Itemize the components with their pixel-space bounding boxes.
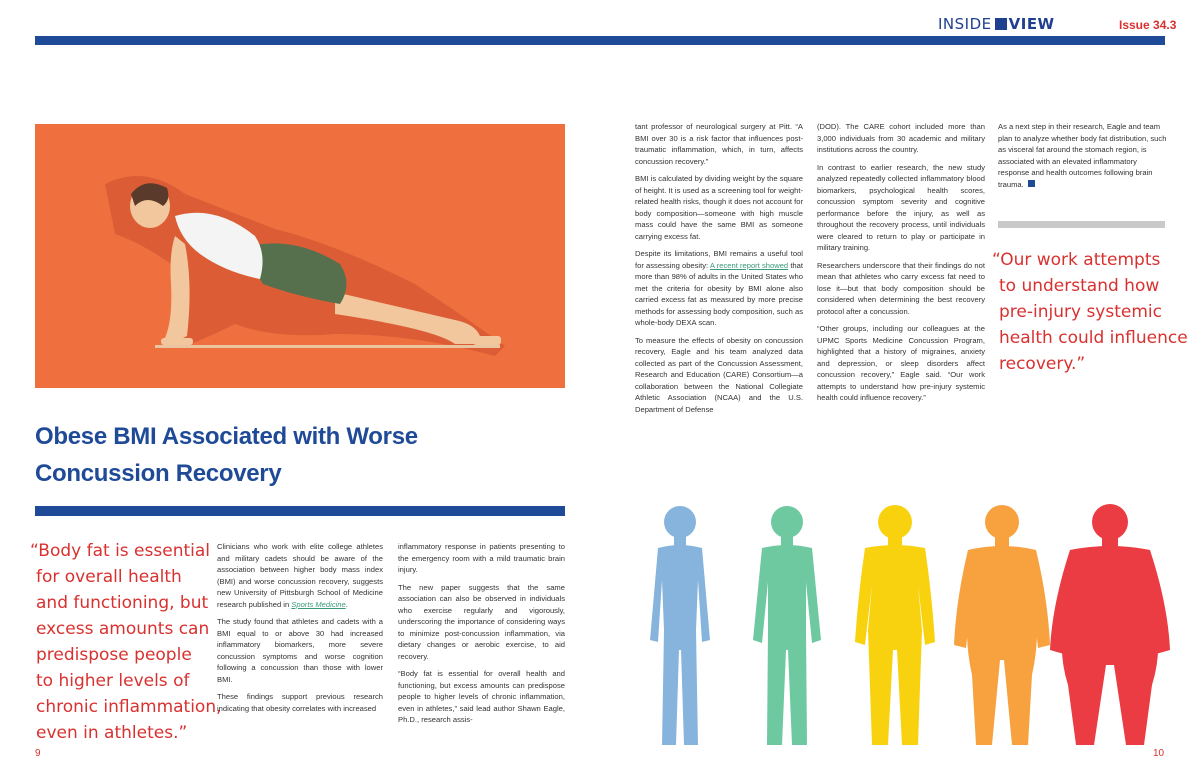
body-paragraph: Researchers underscore that their findings do not mean that athletes who carry excess fat need to lose it—but that body composition should be considered when determining the best recovery protocol after a concussion. — [817, 260, 985, 316]
headline-line-2: Concussion Recovery — [35, 460, 282, 487]
body-paragraph: The new paper suggests that the same association can also be observed in individuals who exercise regularly and vigorously, underscoring the importance of considering ways to minimize post-concussion inflammation, via dietary changes or aerobic exercise, to aid recovery. — [398, 582, 565, 661]
body-column-4 — [817, 121, 985, 410]
body-paragraph: These findings support previous research indicating that obesity correlates with increased — [217, 692, 383, 713]
body-paragraph: tant professor of neurological surgery at Pitt. “A BMI over 30 is a risk factor that influences post-traumatic inflammation, which, in turn, affects concussion recovery.” — [635, 122, 803, 166]
pull-quote-line: to higher levels of — [36, 671, 190, 691]
article-headline — [35, 418, 555, 492]
body-paragraph — [635, 248, 803, 329]
pushup-figure-icon — [35, 124, 565, 388]
body-silhouette-icon-2 — [753, 506, 821, 745]
quote-divider-bar — [998, 221, 1165, 228]
body-text: Despite its limitations, BMI remains a useful tool for assessing obesity: — [635, 249, 803, 270]
pull-quote-line: chronic inflammation, — [36, 697, 222, 717]
body-silhouettes-illustration — [640, 500, 1185, 750]
masthead-square-icon — [995, 18, 1007, 30]
body-silhouette-icon-4 — [954, 505, 1050, 745]
body-paragraph: “Body fat is essential for overall health and functioning, but excess amounts can predispose people to higher levels of chronic inflammation, even in athletes,” said lead author Shawn Eagle, Ph.D., research assis- — [398, 669, 565, 724]
pushup-illustration — [35, 124, 565, 388]
masthead-logo — [938, 15, 1055, 33]
body-paragraph — [998, 121, 1170, 190]
body-silhouette-icon-3 — [855, 505, 935, 745]
body-paragraph: BMI is calculated by dividing weight by the square of height. It is used as a screening tool for weight-related health risks, though it does not account for body composition—someone with high muscle mass could have the same BMI as someone carrying excess fat. — [635, 174, 804, 241]
body-column-2 — [398, 541, 565, 732]
pull-quote-line: recovery.” — [999, 354, 1086, 374]
body-silhouette-icon-5 — [1050, 504, 1170, 745]
body-text: . — [345, 599, 348, 609]
page-number-right: 10 — [1153, 748, 1165, 759]
pull-quote-line: to understand how — [999, 276, 1160, 296]
headline-divider-bar — [35, 506, 565, 516]
pull-quote-line: for overall health — [36, 567, 182, 587]
body-paragraph: inflammatory response in patients presenting to the emergency room with a mild traumatic brain injury. — [398, 542, 565, 574]
issue-number: Issue 34.3 — [1119, 18, 1177, 32]
pull-quote-line: and functioning, but — [36, 593, 209, 613]
headline-line-1: Obese BMI Associated with Worse — [35, 423, 418, 450]
pull-quote-line: excess amounts can — [36, 619, 210, 639]
pull-quote-line: “Our work attempts — [992, 250, 1161, 270]
body-text: Clinicians who work with elite college athletes and military cadets should be aware of the association between higher body mass index (BMI) and worse concussion recovery, suggests new University of Pittsburgh School of Medicine research published in — [217, 542, 383, 609]
body-paragraph: To measure the effects of obesity on concussion recovery, Eagle and his team analyzed data collected as part of the Concussion Assessment, Research and Education (CARE) Consortium—a collaboration between the National Collegiate Athletic Association (NCAA) and the U.S. Department of Defense — [635, 335, 803, 414]
body-text: that more than 98% of adults in the United States who met the criteria for obesity by BMI alone also carried excess fat as measured by more precise methods for assessing body composition, such as whole-body DEXA scan. — [635, 260, 803, 327]
body-paragraph — [217, 541, 383, 610]
body-silhouette-icon-1 — [650, 506, 710, 745]
pull-quote-line: predispose people — [36, 645, 192, 665]
body-paragraph: In contrast to earlier research, the new study analyzed repeatedly collected inflammatory blood biomarkers, psychological health scores, concussion symptom severity and cognitive performance before the injury, as well as throughout the recovery process, until individuals were cleared to return to play or participate in military training. — [817, 162, 985, 252]
top-divider-bar — [35, 36, 1165, 45]
pull-quote-line: pre-injury systemic — [999, 302, 1162, 322]
body-paragraph: The study found that athletes and cadets with a BMI equal to or above 30 had increased inflammatory biomarkers, more severe concussion symptoms and worse cognition following a concussion than those with lower BMI. — [217, 617, 383, 684]
body-column-5 — [998, 121, 1170, 196]
sports-medicine-link[interactable]: Sports Medicine — [291, 599, 346, 609]
pull-quote-left — [30, 538, 222, 746]
body-paragraph: (DOD). The CARE cohort included more than 3,000 individuals from 30 academic and military institutions across the country. — [817, 122, 985, 154]
body-column-3 — [635, 121, 803, 421]
pull-quote-line: “Body fat is essential — [30, 541, 210, 561]
masthead-view: VIEW — [1008, 15, 1055, 33]
recent-report-link[interactable]: A recent report showed — [709, 260, 789, 270]
body-text: As a next step in their research, Eagle and team plan to analyze whether body fat distribution, such as visceral fat around the stomach region, is associated with an elevated inflammatory response and health outcomes following brain trauma. — [998, 122, 1167, 189]
pull-quote-line: health could influence — [999, 328, 1188, 348]
page-number-left: 9 — [35, 748, 41, 759]
pull-quote-line: even in athletes.” — [36, 723, 188, 743]
end-mark-icon — [1028, 180, 1035, 187]
pull-quote-right — [992, 247, 1188, 377]
body-paragraph: “Other groups, including our colleagues at the UPMC Sports Medicine Concussion Program, highlighted that a history of migraines, anxiety and depression, or sleep disorders affect concussion recovery,” Eagle said. “Our work attempts to understand how pre-injury systemic health could influence recovery.” — [817, 324, 985, 402]
masthead-inside: INSIDE — [938, 15, 992, 33]
body-column-1 — [217, 541, 383, 720]
